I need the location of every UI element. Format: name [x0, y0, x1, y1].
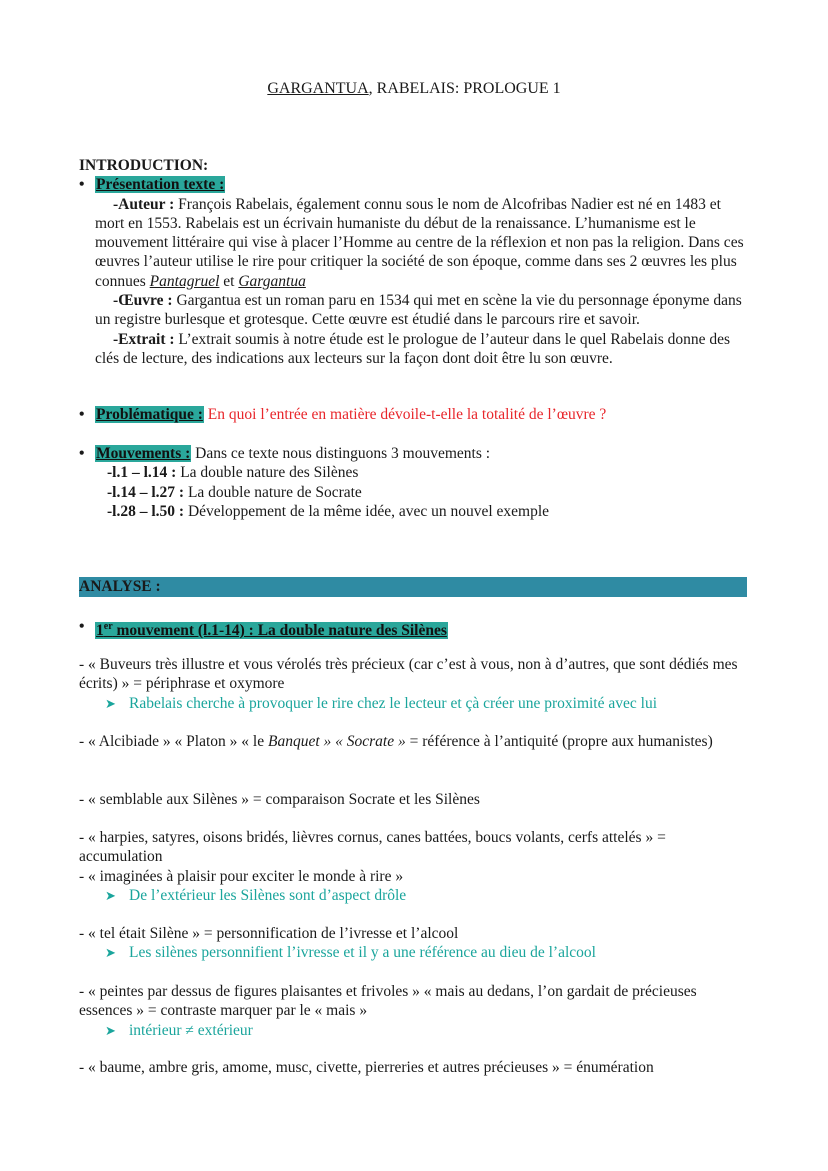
mouvements-section [79, 444, 749, 521]
analysis-paragraph [79, 732, 749, 751]
analysis-conclusion [79, 1021, 749, 1040]
analysis-paragraph: - « semblable aux Silènes » = comparaison Socrate et les Silènes [79, 791, 480, 808]
p2-banquet: Banquet » « Socrate » [267, 733, 406, 750]
conclusion-text: intérieur ≠ extérieur [129, 1021, 253, 1039]
work-pantagruel: Pantagruel [149, 272, 220, 290]
introduction-heading: INTRODUCTION: [79, 157, 209, 174]
analysis-conclusion [79, 886, 749, 905]
mouvement1-item [79, 617, 749, 640]
title-rest: , RABELAIS: PROLOGUE 1 [368, 80, 561, 97]
mouvement-text: Développement de la même idée, avec un nouvel exemple [184, 502, 550, 520]
analysis-paragraph: - « imaginées à plaisir pour exciter le monde à rire » [79, 867, 404, 885]
extrait-paragraph [79, 330, 749, 369]
mouvement-text: La double nature des Silènes [176, 464, 359, 482]
arrow-bullet-icon: ➤ [105, 887, 116, 903]
analysis-p3 [79, 790, 749, 809]
problematique-item [79, 405, 749, 424]
introduction-section [79, 156, 749, 368]
oeuvre-text: Gargantua est un roman paru en 1534 qui met en scène la vie du personnage éponyme dans un registre burlesque et grotesque. Cette œuvre est étudié dans le parcours rire et savoir. [95, 292, 742, 329]
oeuvre-label: -Œuvre : [113, 292, 173, 310]
oeuvre-paragraph [79, 291, 749, 330]
analysis-p6 [79, 924, 749, 963]
p2-part-b: = référence à l’antiquité (propre aux humanistes) [405, 733, 713, 750]
analyse-heading-bar [79, 577, 747, 597]
conclusion-text: Les silènes personnifient l’ivresse et il y a une référence au dieu de l’alcool [129, 944, 596, 962]
presentation-label: Présentation texte : [96, 176, 225, 194]
analysis-conclusion [79, 943, 749, 962]
analysis-p2 [79, 732, 749, 751]
arrow-bullet-icon: ➤ [105, 945, 116, 961]
mouvement-line [79, 463, 749, 482]
mouvements-label: Mouvements : [96, 445, 191, 462]
presentation-item [79, 175, 749, 194]
arrow-bullet-icon: ➤ [105, 1022, 116, 1038]
mouvement1-heading [95, 622, 448, 639]
mouvements-item [79, 444, 749, 463]
work-gargantua: Gargantua [238, 272, 306, 290]
analysis-p1 [79, 655, 749, 713]
analysis-conclusion [79, 694, 749, 713]
mouvement-lines: -l.14 – l.27 : [107, 483, 185, 501]
problematique-label: Problématique : [96, 406, 203, 423]
p2-part-a: - « Alcibiade » « Platon » « le [79, 733, 268, 750]
title-main: GARGANTUA [267, 80, 369, 97]
mouvement-text: La double nature de Socrate [184, 483, 362, 501]
analyse-heading: ANALYSE : [79, 578, 161, 595]
analysis-p7 [79, 982, 749, 1040]
mouvement1-number: 1 [96, 622, 104, 640]
analysis-paragraph: - « peintes par dessus de figures plaisantes et frivoles » « mais au dedans, l’on gardait de précieuses essences » = contraste marquer par le « mais » [79, 983, 697, 1020]
page-title [0, 80, 828, 98]
analysis-paragraph: - « harpies, satyres, oisons bridés, lièvres cornus, canes battées, boucs volants, cerfs attelés » = accumulation [79, 829, 666, 866]
auteur-paragraph [79, 195, 749, 291]
arrow-bullet-icon: ➤ [105, 695, 116, 711]
mouvements-text: Dans ce texte nous distinguons 3 mouvements : [191, 445, 491, 462]
analysis-paragraph: - « tel était Silène » = personnification de l’ivresse et l’alcool [79, 925, 459, 942]
and-text: et [219, 272, 239, 290]
analysis-paragraph: - « baume, ambre gris, amome, musc, civette, pierreries et autres précieuses » = énumération [79, 1059, 654, 1076]
mouvement1-sup: er [103, 621, 113, 632]
mouvement1-title: mouvement (l.1-14) : La double nature des Silènes [112, 622, 447, 640]
mouvement1-heading-block [79, 617, 749, 640]
mouvement-lines: -l.28 – l.50 : [107, 502, 185, 520]
mouvement-line [79, 502, 749, 521]
problematique-text: En quoi l’entrée en matière dévoile-t-elle la totalité de l’œuvre ? [203, 406, 607, 423]
auteur-label: -Auteur : [113, 195, 175, 213]
analysis-p8 [79, 1058, 749, 1077]
extrait-label: -Extrait : [113, 330, 175, 348]
problematique-section [79, 405, 749, 424]
extrait-text: L’extrait soumis à notre étude est le prologue de l’auteur dans le quel Rabelais donne des clés de lecture, des indications aux lecteurs sur la façon dont doit être lu son œuvre. [95, 330, 731, 367]
analysis-p4 [79, 828, 749, 905]
conclusion-text: De l’extérieur les Silènes sont d’aspect drôle [129, 886, 407, 904]
analysis-paragraph: - « Buveurs très illustre et vous vérolés très précieux (car c’est à vous, non à d’autres, que sont dédiés mes écrits) » = périphrase et oxymore [79, 656, 738, 693]
auteur-text: François Rabelais, également connu sous le nom de Alcofribas Nadier est né en 1483 et mort en 1553. Rabelais est un écrivain humaniste du début de la renaissance. L’humanisme est le mouvement littéraire qui vise à placer l’Homme au centre de la réflexion et non pas la religion. Dans ces œuvres l’auteur utilise le rire pour critiquer la société de son époque, comme dans ses 2 œuvres les plus connues [95, 195, 744, 290]
mouvement-lines: -l.1 – l.14 : [107, 464, 177, 482]
mouvement-line [79, 483, 749, 502]
conclusion-text: Rabelais cherche à provoquer le rire chez le lecteur et çà créer une proximité avec lui [129, 694, 657, 712]
